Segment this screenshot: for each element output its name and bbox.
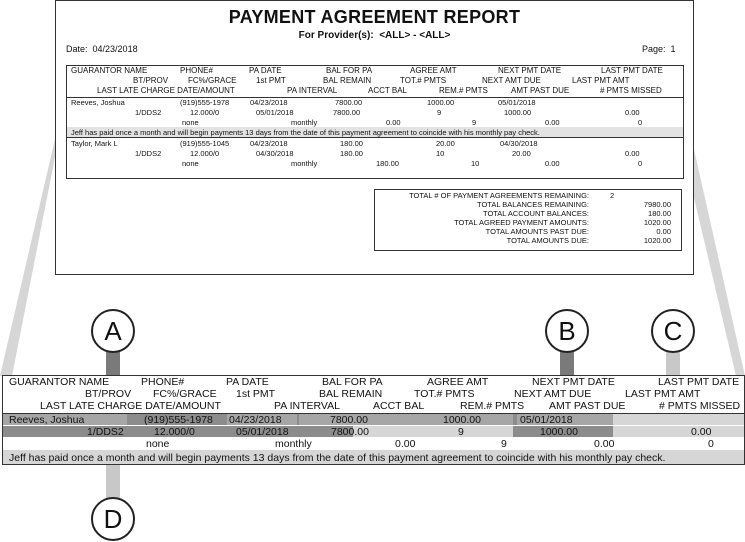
zoom-row1-pmts-missed: 0 bbox=[708, 438, 714, 450]
row1-late-charge: none bbox=[182, 118, 199, 127]
zoom-col-guarantor-name: GUARANTOR NAME bbox=[9, 376, 110, 388]
row2-bal-remain: 180.00 bbox=[340, 149, 363, 158]
zoom-row1-tot-pmts: 9 bbox=[458, 426, 464, 438]
row1-phone: (919)555-1978 bbox=[180, 98, 230, 107]
zoom-row1-line2-band-b bbox=[353, 426, 513, 437]
col-pa-date: PA DATE bbox=[249, 66, 282, 75]
row1-bal-for-pa: 7800.00 bbox=[335, 98, 363, 107]
total-agreements-value: 2 bbox=[610, 191, 615, 200]
callout-a: A bbox=[91, 309, 135, 353]
col-guarantor-name: GUARANTOR NAME bbox=[71, 66, 148, 75]
callout-d: D bbox=[91, 497, 135, 541]
zoom-row1-last-pmt-amt: 0.00 bbox=[691, 426, 712, 438]
zoom-col-last-late-charge: LAST LATE CHARGE DATE/AMOUNT bbox=[40, 400, 221, 412]
detail-table bbox=[66, 65, 684, 179]
row2-name: Taylor, Mark L bbox=[71, 139, 118, 148]
col-bal-remain: BAL REMAIN bbox=[323, 76, 372, 85]
callout-c: C bbox=[651, 309, 695, 353]
total-past-due-value: 0.00 bbox=[656, 227, 671, 236]
zoom-col-acct-bal: ACCT BAL bbox=[373, 400, 425, 412]
row2-last-pmt-amt: 0.00 bbox=[625, 149, 640, 158]
row1-bt-prov: 1/DDS2 bbox=[135, 108, 162, 117]
zoom-col-next-amt-due: NEXT AMT DUE bbox=[514, 388, 592, 400]
row1-pa-interval: monthly bbox=[291, 118, 318, 127]
row2-tot-pmts: 10 bbox=[436, 149, 445, 158]
row1-amt-past-due: 0.00 bbox=[545, 118, 560, 127]
report-page bbox=[55, 0, 694, 275]
zoom-row1-next-pmt-date: 05/01/2018 bbox=[520, 414, 573, 426]
zoom-col-pa-interval: PA INTERVAL bbox=[274, 400, 340, 412]
row2-amt-past-due: 0.00 bbox=[545, 159, 560, 168]
zoom-col-pa-date: PA DATE bbox=[226, 376, 269, 388]
zoom-row1-late-charge: none bbox=[146, 438, 170, 450]
zoom-col-first-pmt: 1st PMT bbox=[236, 388, 276, 400]
zoom-row1-acct-bal: 0.00 bbox=[395, 438, 416, 450]
total-agreed-value: 1020.00 bbox=[643, 218, 671, 227]
total-balances-label: TOTAL BALANCES REMAINING: bbox=[477, 200, 589, 209]
row2-pa-interval: monthly bbox=[291, 159, 318, 168]
callout-d-bar bbox=[106, 460, 120, 500]
zoom-row1-phone: (919)555-1978 bbox=[144, 414, 213, 426]
zoom-col-amt-past-due: AMT PAST DUE bbox=[549, 400, 626, 412]
row1-pa-date: 04/23/2018 bbox=[250, 98, 288, 107]
zoom-row1-late-band bbox=[3, 438, 744, 449]
zoom-col-last-pmt-amt: LAST PMT AMT bbox=[625, 388, 701, 400]
zoom-row1-next-amt-due: 1000.00 bbox=[540, 426, 578, 438]
zoom-col-bal-remain: BAL REMAIN bbox=[319, 388, 383, 400]
row2-acct-bal: 180.00 bbox=[376, 159, 399, 168]
col-rem-pmts: REM.# PMTS bbox=[439, 86, 488, 95]
header-divider bbox=[67, 97, 683, 98]
zoom-row1-line2-band-d bbox=[613, 426, 744, 437]
row2-late-charge: none bbox=[182, 159, 199, 168]
col-first-pmt: 1st PMT bbox=[256, 76, 286, 85]
col-pa-interval: PA INTERVAL bbox=[287, 86, 338, 95]
row1-next-pmt-date: 05/01/2018 bbox=[498, 98, 536, 107]
zoom-col-phone: PHONE# bbox=[141, 376, 185, 388]
zoom-col-agree-amt: AGREE AMT bbox=[427, 376, 489, 388]
row1-tot-pmts: 9 bbox=[437, 108, 442, 117]
row2-pa-date: 04/23/2018 bbox=[250, 139, 288, 148]
row2-agree-amt: 20.00 bbox=[436, 139, 455, 148]
zoom-row1-pa-date: 04/23/2018 bbox=[229, 414, 282, 426]
row2-fc-grace: 12.000/0 bbox=[190, 149, 220, 158]
row1-first-pmt: 05/01/2018 bbox=[256, 108, 294, 117]
zoom-row1-amt-past-due: 0.00 bbox=[594, 438, 615, 450]
zoom-row1-bal-remain: 7800.00 bbox=[331, 426, 369, 438]
zoom-detail bbox=[2, 375, 745, 465]
callout-b: B bbox=[545, 309, 589, 353]
total-account-label: TOTAL ACCOUNT BALANCES: bbox=[483, 209, 589, 218]
row1-pmts-missed: 0 bbox=[638, 118, 643, 127]
zoom-col-tot-pmts: TOT.# PMTS bbox=[414, 388, 475, 400]
zoom-col-rem-pmts: REM.# PMTS bbox=[460, 400, 525, 412]
total-account-value: 180.00 bbox=[648, 209, 671, 218]
row1-bal-remain: 7800.00 bbox=[333, 108, 361, 117]
zoom-row1-bal-for-pa: 7800.00 bbox=[330, 414, 368, 426]
row2-next-pmt-date: 04/30/2018 bbox=[500, 139, 538, 148]
zoom-row1-name: Reeves, Joshua bbox=[9, 414, 85, 426]
col-bt-prov: BT/PROV bbox=[133, 76, 169, 85]
row2-bt-prov: 1/DDS2 bbox=[135, 149, 162, 158]
total-due-label: TOTAL AMOUNTS DUE: bbox=[506, 236, 589, 245]
row2-rem-pmts: 10 bbox=[471, 159, 480, 168]
zoom-row1-first-pmt: 05/01/2018 bbox=[236, 426, 289, 438]
total-past-due-label: TOTAL AMOUNTS PAST DUE: bbox=[485, 227, 589, 236]
report-page-number: Page: 1 bbox=[642, 44, 676, 54]
row2-first-pmt: 04/30/2018 bbox=[256, 149, 294, 158]
col-next-pmt-date: NEXT PMT DATE bbox=[498, 66, 562, 75]
zoom-row1-note: Jeff has paid once a month and will begin payments 13 days from the date of this payment agreement to coincide with his monthly pay check. bbox=[9, 452, 666, 464]
report-date: Date: 04/23/2018 bbox=[66, 44, 138, 54]
zoom-row1-pa-interval: monthly bbox=[275, 438, 312, 450]
row2-phone: (919)555-1045 bbox=[180, 139, 230, 148]
report-title: PAYMENT AGREEMENT REPORT bbox=[228, 7, 521, 27]
row1-agree-amt: 1000.00 bbox=[427, 98, 455, 107]
row1-rem-pmts: 9 bbox=[472, 118, 477, 127]
row2-next-amt-due: 20.00 bbox=[512, 149, 531, 158]
col-acct-bal: ACCT BAL bbox=[368, 86, 407, 95]
col-last-pmt-amt: LAST PMT AMT bbox=[572, 76, 630, 85]
zoom-row1-line1-gap bbox=[613, 414, 744, 425]
zoom-col-pmts-missed: # PMTS MISSED bbox=[659, 400, 741, 412]
zoom-col-last-pmt-date: LAST PMT DATE bbox=[658, 376, 740, 388]
zoom-col-fc-grace: FC%/GRACE bbox=[153, 388, 217, 400]
col-agree-amt: AGREE AMT bbox=[410, 66, 457, 75]
total-agreements-label: TOTAL # OF PAYMENT AGREEMENTS REMAINING: bbox=[409, 191, 589, 200]
col-next-amt-due: NEXT AMT DUE bbox=[482, 76, 541, 85]
col-last-late-charge: LAST LATE CHARGE DATE/AMOUNT bbox=[97, 86, 235, 95]
totals-box bbox=[374, 189, 682, 251]
row1-name: Reeves, Joshua bbox=[71, 98, 125, 107]
row1-next-amt-due: 1000.00 bbox=[504, 108, 532, 117]
zoom-row1-rem-pmts: 9 bbox=[501, 438, 507, 450]
total-due-value: 1020.00 bbox=[643, 236, 671, 245]
row-divider bbox=[67, 137, 683, 138]
total-balances-value: 7980.00 bbox=[643, 200, 671, 209]
row1-acct-bal: 0.00 bbox=[386, 118, 401, 127]
row2-pmts-missed: 0 bbox=[638, 159, 643, 168]
row1-note: Jeff has paid once a month and will begin payments 13 days from the date of this payment agreement to coincide with his monthly pay check. bbox=[71, 128, 540, 137]
zoom-col-next-pmt-date: NEXT PMT DATE bbox=[532, 376, 615, 388]
col-fc-grace: FC%/GRACE bbox=[188, 76, 237, 85]
col-phone: PHONE# bbox=[180, 66, 213, 75]
col-tot-pmts: TOT.# PMTS bbox=[400, 76, 447, 85]
col-last-pmt-date: LAST PMT DATE bbox=[601, 66, 663, 75]
zoom-col-bal-for-pa: BAL FOR PA bbox=[322, 376, 383, 388]
zoom-col-bt-prov: BT/PROV bbox=[85, 388, 132, 400]
col-pmts-missed: # PMTS MISSED bbox=[600, 86, 662, 95]
col-amt-past-due: AMT PAST DUE bbox=[511, 86, 570, 95]
zoom-row1-agree-amt: 1000.00 bbox=[443, 414, 481, 426]
row1-last-pmt-amt: 0.00 bbox=[625, 108, 640, 117]
report-providers: For Provider(s): <ALL> - <ALL> bbox=[298, 30, 451, 41]
total-agreed-label: TOTAL AGREED PAYMENT AMOUNTS: bbox=[454, 218, 589, 227]
row2-bal-for-pa: 180.00 bbox=[340, 139, 363, 148]
zoom-row1-fc-grace: 12.000/0 bbox=[154, 426, 195, 438]
col-bal-for-pa: BAL FOR PA bbox=[326, 66, 373, 75]
row1-fc-grace: 12.000/0 bbox=[190, 108, 220, 117]
zoom-row1-bt-prov: 1/DDS2 bbox=[87, 426, 124, 438]
